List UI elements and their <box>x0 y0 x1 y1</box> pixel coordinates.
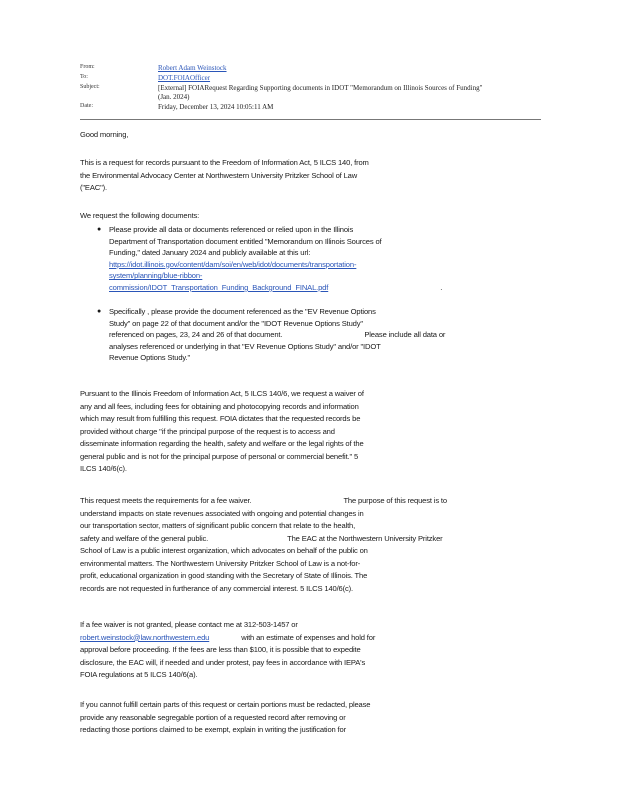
requirements-line <box>80 495 447 508</box>
requirements-line: records are not requested in furtherance of any commercial interest. 5 ILCS 140/6(c). <box>80 583 353 593</box>
bullet-line: Specifically , please provide the document referenced as the "EV Revenue Options <box>109 307 376 316</box>
requirements-line: School of Law is a public interest organization, which advocates on behalf of the public on <box>80 546 368 555</box>
to-value[interactable]: DOT.FOIAOfficer <box>158 74 211 82</box>
requirements-line: understand impacts on state revenues associated with ongoing and potential changes in <box>80 508 364 518</box>
bullet-icon: ● <box>97 308 102 315</box>
waiver-line: any and all fees, including fees for obtaining and photocopying records and information <box>80 401 359 411</box>
bullet-line <box>109 329 445 341</box>
bullet-text <box>109 224 442 294</box>
requirements-line: our transportation sector, matters of significant public concern that relate to the health, <box>80 521 356 530</box>
email-link[interactable]: robert.weinstock@law.northwestern.edu <box>80 632 210 642</box>
waiver-line: general public and is not for the principal purpose of personal or commercial benefit." 5 <box>80 451 359 461</box>
document-url-link[interactable]: commission/IDOT_Transportation_Funding_Background_FINAL.pdf <box>109 282 329 292</box>
document-url-link[interactable]: system/planning/blue-ribbon- <box>109 271 203 281</box>
subject-line-1: [External] FOIARequest Regarding Supporting documents in IDOT "Memorandum on Illinois Sources of Funding" <box>158 84 483 92</box>
redaction-line: redacting those portions claimed to be exempt, explain in writing the justification for <box>80 725 346 734</box>
requirements-line-part: The purpose of this request is to <box>343 496 447 505</box>
subject-label: Subject: <box>80 84 100 90</box>
url-period: . <box>440 282 443 292</box>
document-url-link[interactable]: https://idot.illinois.gov/content/dam/soi/en/web/idot/documents/transportation- <box>109 259 357 269</box>
bullet-line: analyses referenced or underlying in that "EV Revenue Options Study" and/or "IDOT <box>109 341 381 351</box>
contact-line: disclosure, the EAC will, if needed and under protest, pay fees in accordance with IEPA's <box>80 657 366 667</box>
bullet-icon: ● <box>97 226 102 233</box>
greeting: Good morning, <box>80 130 129 139</box>
waiver-line: disseminate information regarding the health, safety and welfare or the legal rights of the <box>80 439 364 448</box>
contact-line-part: with an estimate of expenses and hold for <box>241 632 376 642</box>
to-label: To: <box>80 74 88 80</box>
requirements-paragraph <box>80 495 447 595</box>
header-divider <box>80 119 541 120</box>
contact-line: If a fee waiver is not granted, please contact me at 312-503-1457 or <box>80 620 298 629</box>
date-value: Friday, December 13, 2024 10:05:11 AM <box>158 103 274 111</box>
requirements-line <box>80 533 447 546</box>
intro-line: ("EAC"). <box>80 183 107 192</box>
subject-line-2: (Jan. 2024) <box>158 92 190 101</box>
contact-line <box>80 632 375 645</box>
waiver-line: ILCS 140/6(c). <box>80 464 127 473</box>
contact-line: approval before proceeding. If the fees are less than $100, it is possible that to expedite <box>80 645 361 654</box>
bullet-text <box>109 306 445 364</box>
bullet-line-part: Please include all data or <box>364 330 446 340</box>
redaction-paragraph <box>80 699 370 737</box>
bullet-line: Revenue Options Study." <box>109 353 190 363</box>
date-label: Date: <box>80 103 93 109</box>
bullet-line: Department of Transportation document entitled "Memorandum on Illinois Sources of <box>109 236 382 246</box>
contact-line: FOIA regulations at 5 ILCS 140/6(a). <box>80 670 198 679</box>
intro-paragraph <box>80 157 369 195</box>
contact-paragraph <box>80 619 375 682</box>
from-label: From: <box>80 64 95 70</box>
requirements-line: profit, educational organization in good standing with the Secretary of State of Illinois. The <box>80 571 368 580</box>
bullet-line: Please provide all data or documents referenced or relied upon in the Illinois <box>109 225 354 234</box>
bullet-line: Funding," dated January 2024 and publicly available at this url: <box>109 248 311 258</box>
bullet-line-part: referenced on pages, 23, 24 and 26 of that document. <box>109 330 283 340</box>
waiver-paragraph <box>80 388 364 476</box>
intro-line: This is a request for records pursuant to the Freedom of Information Act, 5 ILCS 140, from <box>80 158 369 167</box>
subject-value <box>158 84 548 101</box>
from-value[interactable]: Robert Adam Weinstock <box>158 64 227 72</box>
intro-line: the Environmental Advocacy Center at Northwestern University Pritzker School of Law <box>80 170 358 180</box>
requirements-line-part: This request meets the requirements for a fee waiver. <box>80 496 252 505</box>
request-heading: We request the following documents: <box>80 211 200 220</box>
requirements-line-part: safety and welfare of the general public. <box>80 533 209 543</box>
waiver-line: provided without charge "if the principal purpose of the request is to access and <box>80 426 335 436</box>
redaction-line: If you cannot fulfill certain parts of this request or certain portions must be redacted, please <box>80 700 371 709</box>
document-url-last-line <box>109 282 442 294</box>
bullet-line: Study" on page 22 of that document and/or the "IDOT Revenue Options Study" <box>109 318 363 328</box>
redaction-line: provide any reasonable segregable portion of a requested record after removing or <box>80 712 346 722</box>
waiver-line: which may result from fulfilling this request. FOIA dictates that the requested records be <box>80 414 361 423</box>
waiver-line: Pursuant to the Illinois Freedom of Information Act, 5 ILCS 140/6, we request a waiver of <box>80 389 364 398</box>
requirements-line-part: The EAC at the Northwestern University Pritzker <box>287 533 443 543</box>
requirements-line: environmental matters. The Northwestern University Pritzker School of Law is a not-for- <box>80 558 361 568</box>
